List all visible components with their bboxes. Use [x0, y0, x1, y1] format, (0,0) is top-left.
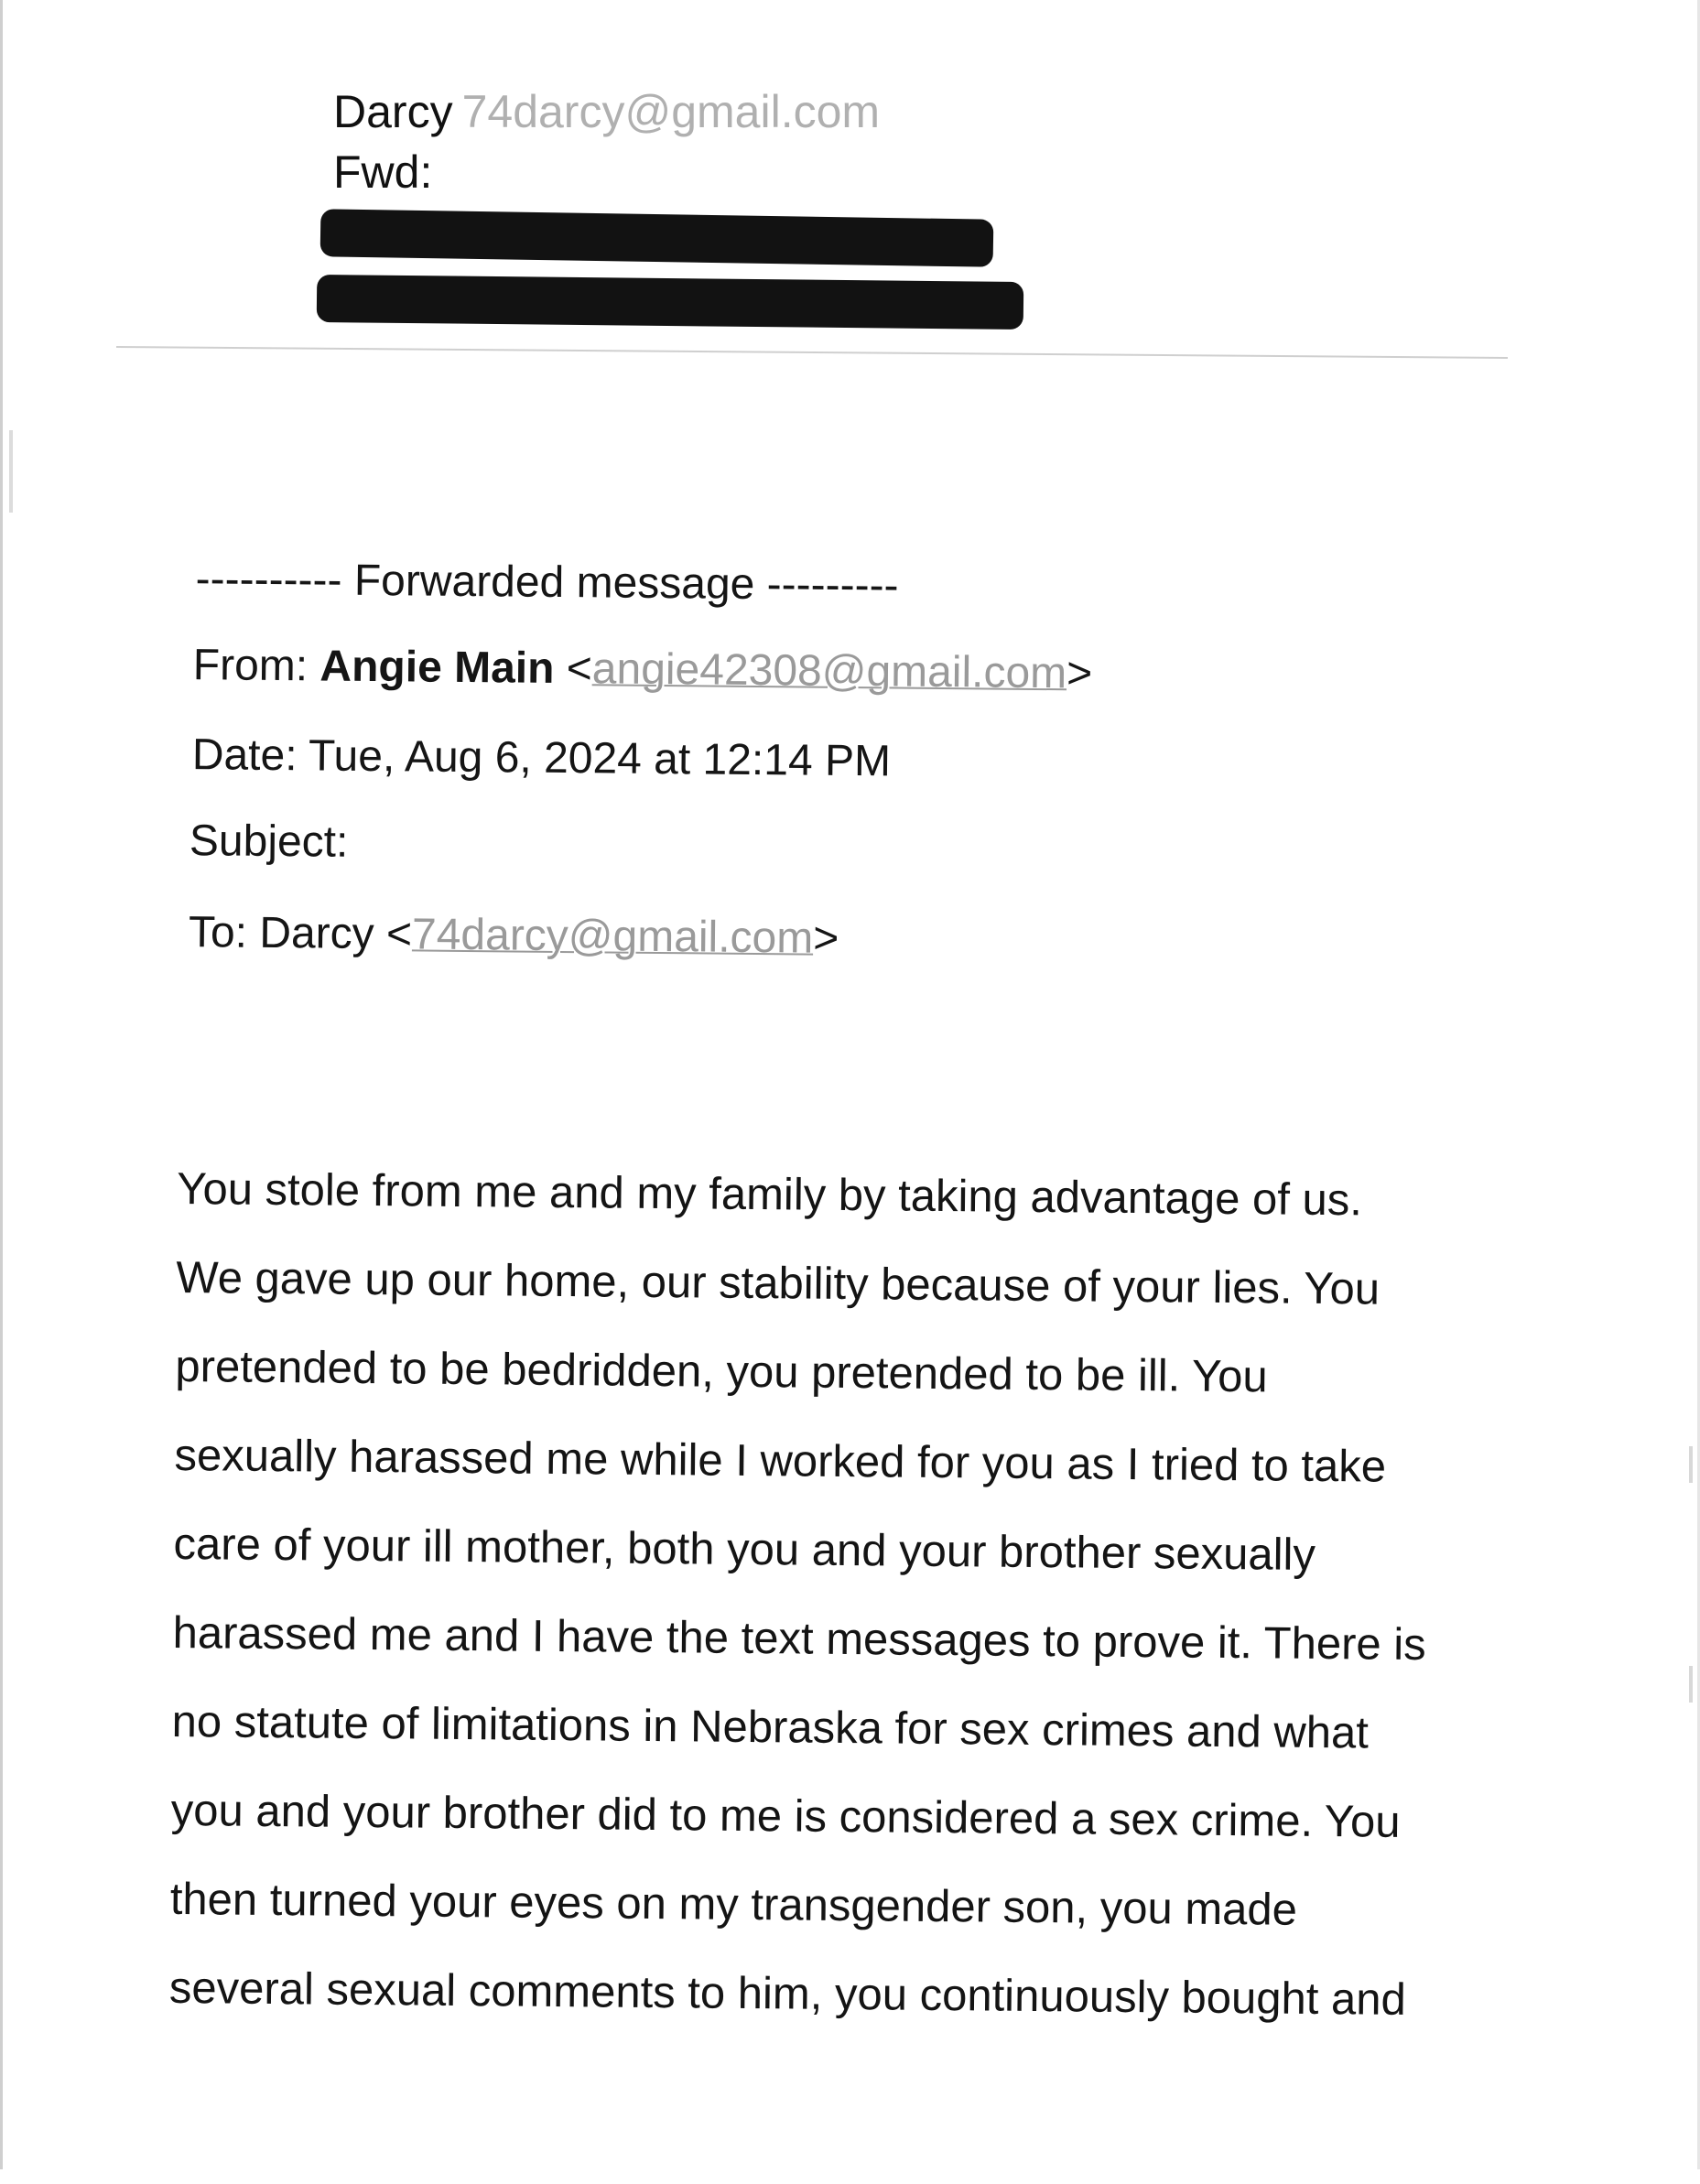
forwarded-subject-label: Subject: — [189, 816, 349, 867]
message-body — [168, 1161, 1514, 2025]
header-subject-value: Fwd: — [333, 146, 433, 198]
body-line: care of your ill mother, both you and your brother sexually — [173, 1519, 1316, 1580]
forwarded-date-value: Tue, Aug 6, 2024 at 12:14 PM — [308, 731, 892, 786]
scan-mark — [1689, 1666, 1693, 1703]
forwarded-to-row — [189, 904, 839, 968]
forwarded-subject-row — [189, 813, 349, 871]
body-line: pretended to be bedridden, you pretended to be ill. You — [175, 1341, 1268, 1402]
header-from-email[interactable]: 74darcy@gmail.com — [461, 86, 881, 137]
body-line: We gave up our home, our stability because of your lies. You — [176, 1252, 1381, 1314]
body-line: several sexual comments to him, you continuously bought and — [168, 1962, 1407, 2025]
body-line: sexually harassed me while I worked for you as I tried to take — [174, 1430, 1387, 1492]
forwarded-sender-email-link[interactable]: angie42308@gmail.com — [591, 644, 1067, 698]
forwarded-date-label: Date: — [191, 730, 298, 781]
body-line: you and your brother did to me is considered a sex crime. You — [170, 1785, 1401, 1847]
body-line: then turned your eyes on my transgender son, you made — [169, 1874, 1298, 1935]
email-close-bracket: > — [1066, 649, 1093, 698]
forwarded-to-label: To: — [188, 908, 248, 957]
forwarded-sender-name: Angie Main — [319, 642, 555, 693]
forwarded-date-row — [192, 727, 892, 790]
email-open-bracket: < — [566, 644, 593, 694]
forwarded-recipient-name: Darcy — [259, 908, 374, 959]
forwarded-banner: ---------- Forwarded message --------- — [195, 555, 899, 611]
forwarded-from-row — [192, 637, 1092, 702]
forwarded-from-label: From: — [192, 641, 309, 691]
header-from-name: Darcy — [333, 86, 453, 137]
body-line: You stole from me and my family by taking advantage of us. — [177, 1163, 1363, 1226]
body-line: harassed me and I have the text messages to prove it. There is — [172, 1607, 1426, 1670]
body-line: no statute of limitations in Nebraska for sex crimes and what — [171, 1696, 1370, 1758]
email-open-bracket: < — [385, 910, 413, 959]
forwarded-recipient-email-link[interactable]: 74darcy@gmail.com — [411, 910, 814, 963]
email-close-bracket: > — [813, 914, 839, 963]
